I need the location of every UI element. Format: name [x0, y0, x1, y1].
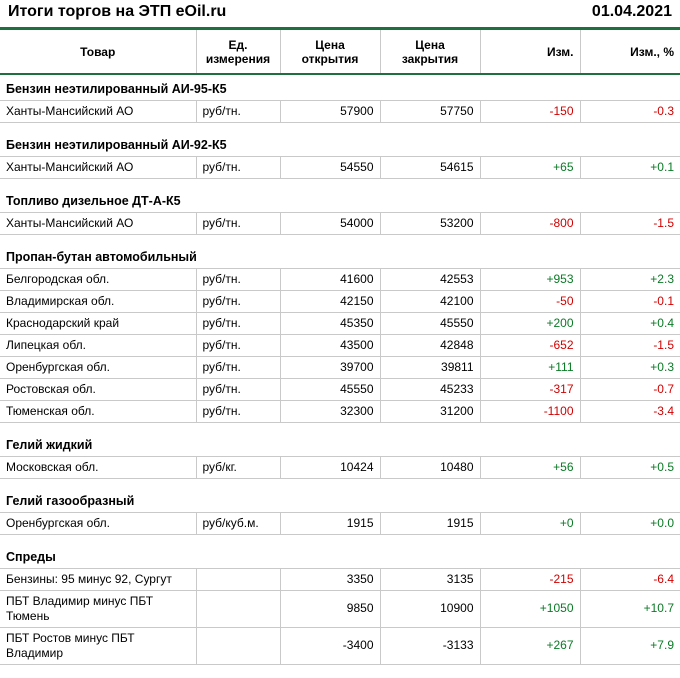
row-change-pct: +0.4 — [580, 312, 680, 334]
row-change: +953 — [480, 268, 580, 290]
row-close-price: 42100 — [380, 290, 480, 312]
table-row — [0, 568, 680, 590]
product-group-title: Бензин неэтилированный АИ-95-К5 — [0, 74, 680, 100]
row-open-price: 41600 — [280, 268, 380, 290]
table-row — [0, 268, 680, 290]
table-header — [0, 30, 680, 74]
row-close-price: 45233 — [380, 378, 480, 400]
table-row — [0, 400, 680, 422]
row-region-name: Белгородская обл. — [0, 268, 196, 290]
table-row — [0, 100, 680, 122]
row-close-price: 45550 — [380, 312, 480, 334]
row-close-price: 1915 — [380, 512, 480, 534]
report-header — [0, 0, 680, 30]
table-header-row — [0, 30, 680, 74]
row-open-price: 32300 — [280, 400, 380, 422]
column-header-close-line2: закрытия — [401, 51, 459, 66]
product-group-header-row — [0, 178, 680, 212]
report-date: 01.04.2021 — [591, 3, 672, 20]
column-header-product: Товар — [0, 30, 196, 74]
column-header-open-line2: открытия — [301, 51, 359, 66]
row-region-name: Владимирская обл. — [0, 290, 196, 312]
row-close-price: 42553 — [380, 268, 480, 290]
row-change: +200 — [480, 312, 580, 334]
row-change: -800 — [480, 212, 580, 234]
product-group-title: Топливо дизельное ДТ-А-К5 — [0, 178, 680, 212]
row-open-price: 9850 — [280, 590, 380, 627]
table-row — [0, 590, 680, 627]
column-header-change-pct: Изм., % — [580, 30, 680, 74]
table-row — [0, 512, 680, 534]
row-open-price: -3400 — [280, 627, 380, 664]
table-row — [0, 627, 680, 664]
row-open-price: 1915 — [280, 512, 380, 534]
row-region-name: Московская обл. — [0, 456, 196, 478]
row-close-price: 42848 — [380, 334, 480, 356]
row-change: +267 — [480, 627, 580, 664]
row-open-price: 39700 — [280, 356, 380, 378]
row-change-pct: -0.1 — [580, 290, 680, 312]
product-group-title: Спреды — [0, 534, 680, 568]
row-unit: руб/кг. — [196, 456, 280, 478]
row-region-name: Тюменская обл. — [0, 400, 196, 422]
row-change-pct: -0.7 — [580, 378, 680, 400]
row-unit: руб/тн. — [196, 268, 280, 290]
trading-results-table — [0, 30, 680, 665]
column-header-close-line1: Цена — [415, 37, 445, 52]
row-change: +0 — [480, 512, 580, 534]
table-row — [0, 312, 680, 334]
table-row — [0, 378, 680, 400]
table-row — [0, 334, 680, 356]
row-region-name: Ханты-Мансийский АО — [0, 100, 196, 122]
row-region-name: Краснодарский край — [0, 312, 196, 334]
row-open-price: 45550 — [280, 378, 380, 400]
row-region-name: Оренбургская обл. — [0, 356, 196, 378]
product-group-header-row — [0, 234, 680, 268]
row-unit: руб/тн. — [196, 156, 280, 178]
row-open-price: 43500 — [280, 334, 380, 356]
row-change-pct: +0.3 — [580, 356, 680, 378]
column-header-unit-line2: измерения — [205, 51, 271, 66]
row-unit — [196, 568, 280, 590]
table-row — [0, 290, 680, 312]
row-open-price: 57900 — [280, 100, 380, 122]
row-region-name: Ростовская обл. — [0, 378, 196, 400]
column-header-unit — [196, 30, 280, 74]
row-change: +1050 — [480, 590, 580, 627]
row-change-pct: +0.0 — [580, 512, 680, 534]
row-close-price: 57750 — [380, 100, 480, 122]
row-change: +65 — [480, 156, 580, 178]
row-change-pct: -1.5 — [580, 212, 680, 234]
row-close-price: -3133 — [380, 627, 480, 664]
row-open-price: 45350 — [280, 312, 380, 334]
row-unit: руб/тн. — [196, 400, 280, 422]
row-change-pct: +2.3 — [580, 268, 680, 290]
row-change-pct: -6.4 — [580, 568, 680, 590]
row-open-price: 3350 — [280, 568, 380, 590]
product-group-header-row — [0, 74, 680, 100]
product-group-title: Бензин неэтилированный АИ-92-К5 — [0, 122, 680, 156]
row-unit: руб/тн. — [196, 378, 280, 400]
row-change: -50 — [480, 290, 580, 312]
row-close-price: 10900 — [380, 590, 480, 627]
row-open-price: 54550 — [280, 156, 380, 178]
column-header-change: Изм. — [480, 30, 580, 74]
column-header-unit-line1: Ед. — [228, 37, 248, 52]
row-unit: руб/куб.м. — [196, 512, 280, 534]
row-unit — [196, 590, 280, 627]
row-change-pct: -1.5 — [580, 334, 680, 356]
table-row — [0, 456, 680, 478]
table-row — [0, 156, 680, 178]
row-change-pct: +7.9 — [580, 627, 680, 664]
row-change: -317 — [480, 378, 580, 400]
product-group-header-row — [0, 422, 680, 456]
row-change-pct: -3.4 — [580, 400, 680, 422]
row-change-pct: +0.1 — [580, 156, 680, 178]
row-region-name: Ханты-Мансийский АО — [0, 212, 196, 234]
product-group-title: Гелий газообразный — [0, 478, 680, 512]
row-region-name: ПБТ Ростов минус ПБТ Владимир — [0, 627, 196, 664]
row-unit: руб/тн. — [196, 100, 280, 122]
row-change: -150 — [480, 100, 580, 122]
page-title: Итоги торгов на ЭТП eOil.ru — [8, 3, 227, 20]
row-change: +56 — [480, 456, 580, 478]
row-change: -652 — [480, 334, 580, 356]
row-unit — [196, 627, 280, 664]
row-close-price: 10480 — [380, 456, 480, 478]
product-group-header-row — [0, 534, 680, 568]
column-header-close-price — [380, 30, 480, 74]
row-open-price: 42150 — [280, 290, 380, 312]
row-region-name: Оренбургская обл. — [0, 512, 196, 534]
column-header-open-line1: Цена — [315, 37, 345, 52]
product-group-title: Гелий жидкий — [0, 422, 680, 456]
row-close-price: 39811 — [380, 356, 480, 378]
row-unit: руб/тн. — [196, 334, 280, 356]
row-region-name: Ханты-Мансийский АО — [0, 156, 196, 178]
row-unit: руб/тн. — [196, 290, 280, 312]
column-header-open-price — [280, 30, 380, 74]
row-change: -215 — [480, 568, 580, 590]
row-open-price: 54000 — [280, 212, 380, 234]
table-body — [0, 74, 680, 664]
row-close-price: 3135 — [380, 568, 480, 590]
row-unit: руб/тн. — [196, 356, 280, 378]
product-group-header-row — [0, 122, 680, 156]
table-row — [0, 212, 680, 234]
table-row — [0, 356, 680, 378]
row-close-price: 53200 — [380, 212, 480, 234]
row-region-name: Липецкая обл. — [0, 334, 196, 356]
row-region-name: Бензины: 95 минус 92, Сургут — [0, 568, 196, 590]
row-unit: руб/тн. — [196, 312, 280, 334]
product-group-header-row — [0, 478, 680, 512]
row-unit: руб/тн. — [196, 212, 280, 234]
row-close-price: 54615 — [380, 156, 480, 178]
row-region-name: ПБТ Владимир минус ПБТ Тюмень — [0, 590, 196, 627]
row-change: -1100 — [480, 400, 580, 422]
row-change-pct: -0.3 — [580, 100, 680, 122]
row-open-price: 10424 — [280, 456, 380, 478]
row-close-price: 31200 — [380, 400, 480, 422]
row-change: +111 — [480, 356, 580, 378]
row-change-pct: +10.7 — [580, 590, 680, 627]
product-group-title: Пропан-бутан автомобильный — [0, 234, 680, 268]
row-change-pct: +0.5 — [580, 456, 680, 478]
